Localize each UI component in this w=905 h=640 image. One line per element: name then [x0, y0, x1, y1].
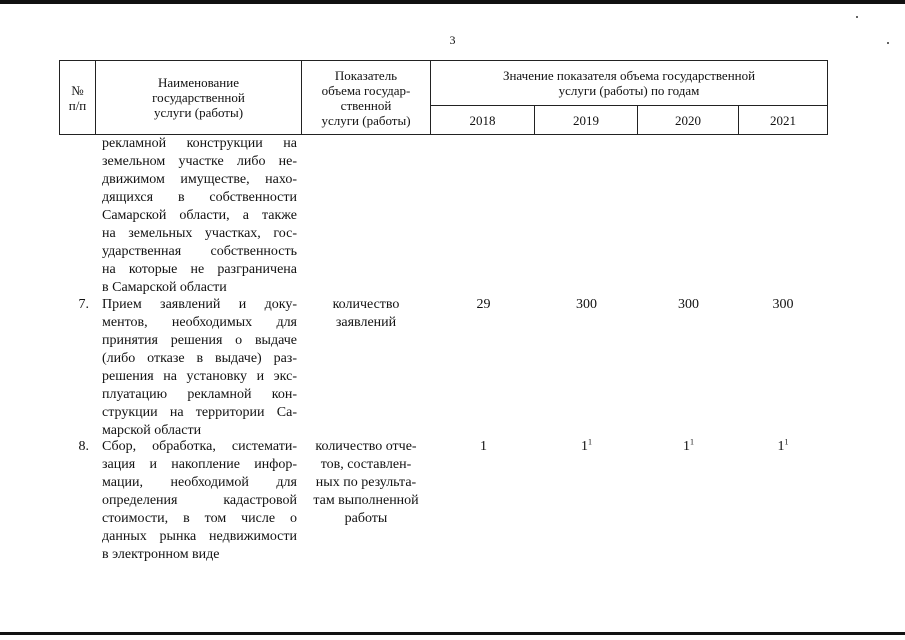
value-2020: 300 [678, 297, 699, 312]
name-line: движимом имуществе, нахо- [102, 172, 297, 187]
name-line: стоимости, в том числе о [102, 511, 297, 526]
footnote-mark: 1 [690, 437, 694, 447]
name-line: в электронном виде [102, 547, 220, 562]
name-line: ударственная собственность [102, 244, 297, 259]
indicator [303, 296, 429, 332]
name-line: на земельных участках, гос- [102, 226, 297, 241]
service-name [102, 438, 297, 564]
indicator-line: количество [332, 297, 400, 312]
scan-speck [856, 16, 858, 18]
header-indicator: Показатель объема государ- ственной услуги (работы) [302, 61, 431, 135]
indicator-line: тов, составлен- [320, 457, 412, 472]
indicator-line: заявлений [335, 315, 397, 330]
name-line: принятия решения о выдаче [102, 333, 297, 348]
header-name: Наименование государственной услуги (работы) [96, 61, 302, 135]
value-2021: $1^1$ [777, 437, 789, 454]
row-number: 7. [78, 297, 89, 312]
footnote-mark: 1 [588, 437, 592, 447]
indicator-line: ных по результа- [315, 475, 417, 490]
value-2021: 300 [772, 297, 794, 312]
value-2019: $1^1$ [581, 437, 592, 454]
header-year-2020: 2020 [638, 106, 739, 135]
header-num: № п/п [60, 61, 96, 135]
header-value-group: Значение показателя объема государственной услуги (работы) по годам [431, 61, 828, 106]
value-2018: 29 [476, 297, 491, 312]
name-line: струкции на территории Са- [102, 405, 297, 420]
name-line: ментов, необходимых для [102, 315, 297, 330]
name-line: марской области [102, 423, 202, 438]
name-line: Сбор, обработка, системати- [102, 439, 297, 454]
service-name-continuation [102, 135, 297, 297]
value-2018: 1 [480, 439, 487, 454]
table-header [59, 60, 828, 135]
top-rule [0, 0, 905, 4]
header-year-2018: 2018 [431, 106, 535, 135]
footnote-mark: 1 [784, 437, 789, 447]
name-line: рекламной конструкции на [102, 136, 297, 151]
name-line: на которые не разграничена [102, 262, 297, 277]
name-line: Самарской области, а также [102, 208, 297, 223]
name-line: зация и накопление инфор- [102, 457, 297, 472]
name-line: дящихся в собственности [102, 190, 297, 205]
header-year-2019: 2019 [535, 106, 638, 135]
name-line: Прием заявлений и доку- [102, 297, 297, 312]
indicator-line: там выполненной [313, 493, 419, 508]
name-line: плуатацию рекламной кон- [102, 387, 297, 402]
name-line: земельном участке либо не- [102, 154, 297, 169]
name-line: данных рынка недвижимости [102, 529, 297, 544]
name-line: решения на установку и экс- [102, 369, 297, 384]
indicator-line: работы [344, 511, 388, 526]
bottom-rule [0, 632, 905, 635]
indicator [303, 438, 429, 528]
name-line: (либо отказе в выдаче) раз- [102, 351, 297, 366]
page-number: 3 [449, 33, 456, 47]
service-name [102, 296, 297, 440]
value-2019: 300 [576, 297, 597, 312]
value-2020: $1^1$ [683, 437, 694, 454]
row-number: 8. [78, 439, 89, 454]
name-line: определения кадастровой [102, 493, 297, 508]
header-year-2021: 2021 [739, 106, 828, 135]
indicator-line: количество отче- [315, 439, 417, 454]
name-line: в Самарской области [102, 280, 227, 295]
name-line: мации, необходимой для [102, 475, 297, 490]
